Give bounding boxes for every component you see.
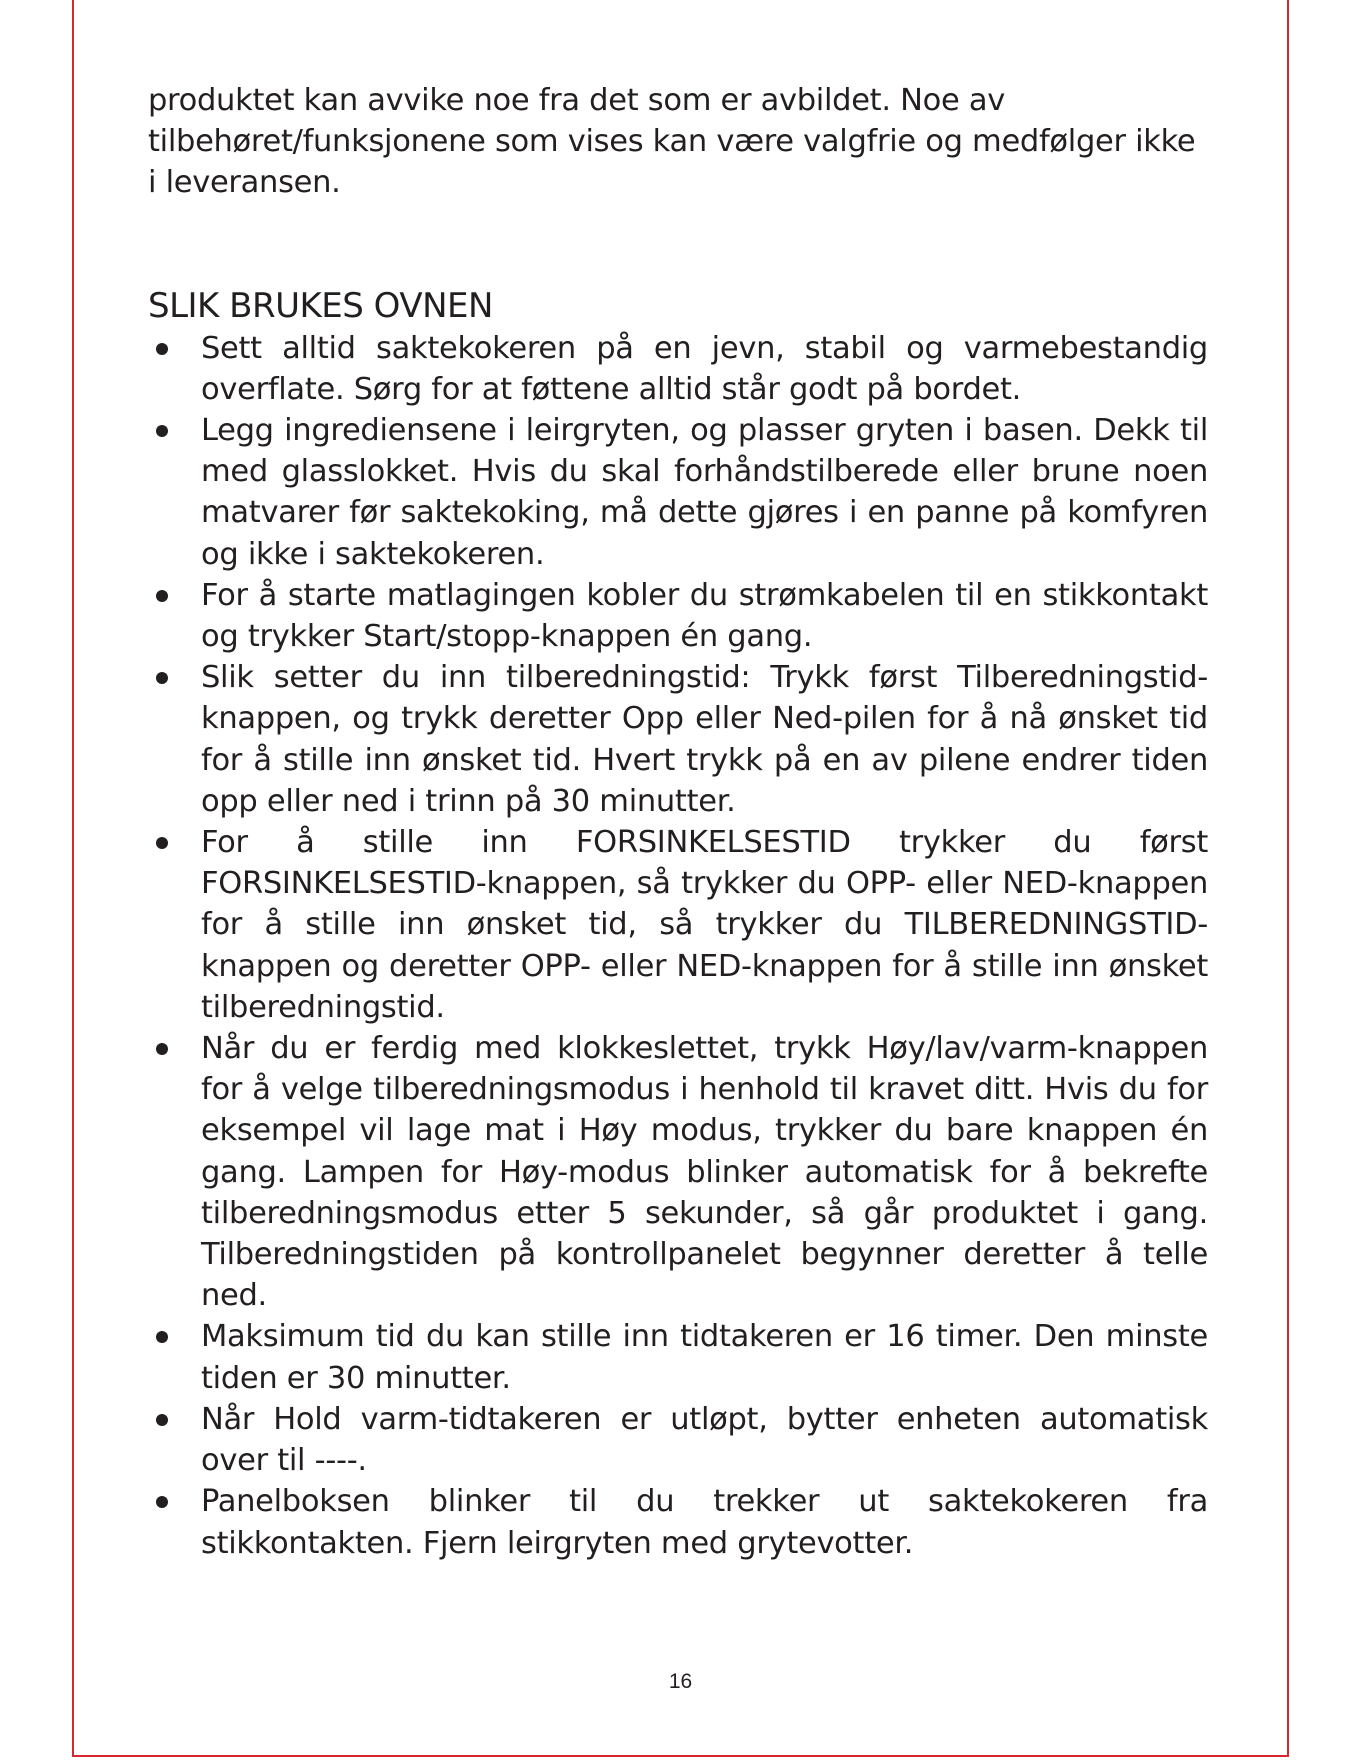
list-item — [148, 1481, 1208, 1563]
list-item — [148, 328, 1208, 410]
intro-paragraph: produktet kan avvike noe fra det som er avbildet. Noe av tilbehøret/funksjonene som vises kan være valgfrie og medfølger ikke i leveransen. — [148, 83, 1196, 201]
list-item-text: Sett alltid saktekokeren på en jevn, stabil og varmebestandig overflate. Sørg for at føttene alltid står godt på bordet. — [201, 330, 1208, 407]
list-item — [148, 1316, 1208, 1398]
instruction-list — [148, 328, 1208, 1564]
bullet-icon — [156, 343, 168, 355]
list-item-text: Legg ingrediensene i leirgryten, og plasser gryten i basen. Dekk til med glasslokket. Hvis du skal forhåndstilberede eller brune noen matvarer før saktekoking, må dette gjøres i en panne på komfyren og ikke i saktekokeren. — [201, 413, 1208, 572]
section-heading: SLIK BRUKES OVNEN — [148, 285, 493, 326]
list-item-text: Slik setter du inn tilberedningstid: Trykk først Tilberedningstid-knappen, og trykk deretter Opp eller Ned-pilen for å nå ønsket tid for å stille inn ønsket tid. Hvert trykk på en av pilene endrer tiden opp eller ned i trinn på 30 minutter. — [201, 660, 1208, 819]
page-content — [148, 80, 1208, 1564]
list-item-text: For å stille inn FORSINKELSESTID trykker du først FORSINKELSESTID-knappen, så trykker du OPP- eller NED-knappen for å stille inn ønsket tid, så trykker du TILBEREDNINGSTID-knappen og deretter OPP- eller NED-knappen for å stille inn ønsket tilberedningstid. — [201, 825, 1208, 1025]
list-item-text: Maksimum tid du kan stille inn tidtakeren er 16 timer. Den minste tiden er 30 minutter. — [201, 1319, 1208, 1396]
bullet-icon — [156, 1496, 168, 1508]
list-item-text: For å starte matlagingen kobler du strømkabelen til en stikkontakt og trykker Start/stopp-knappen én gang. — [201, 577, 1208, 655]
list-item — [148, 1028, 1208, 1316]
bullet-icon — [156, 590, 168, 602]
list-item — [148, 657, 1208, 822]
bullet-icon — [156, 1414, 168, 1426]
list-item-text: Panelboksen blinker til du trekker ut saktekokeren fra stikkontakten. Fjern leirgryten med grytevotter. — [201, 1484, 1208, 1561]
bullet-icon — [156, 1331, 168, 1343]
list-item-text: Når Hold varm-tidtakeren er utløpt, bytter enheten automatisk over til ----. — [201, 1401, 1208, 1479]
page-number: 16 — [668, 1670, 693, 1693]
bullet-icon — [156, 672, 168, 684]
bullet-icon — [156, 425, 168, 437]
list-item — [148, 575, 1208, 657]
bullet-icon — [156, 837, 168, 849]
document-page — [72, 0, 1289, 1757]
list-item — [148, 410, 1208, 575]
bullet-icon — [156, 1043, 168, 1055]
list-item — [148, 1399, 1208, 1481]
list-item-text: Når du er ferdig med klokkeslettet, trykk Høy/lav/varm-knappen for å velge tilberedningsmodus i henhold til kravet ditt. Hvis du for eksempel vil lage mat i Høy modus, trykker du bare knappen én gang. Lampen for Høy-modus blinker automatisk for å bekrefte tilberedningsmodus etter 5 sekunder, så går produktet i gang. Tilberedningstiden på kontrollpanelet begynner deretter å telle ned. — [201, 1031, 1208, 1314]
list-item — [148, 822, 1208, 1028]
